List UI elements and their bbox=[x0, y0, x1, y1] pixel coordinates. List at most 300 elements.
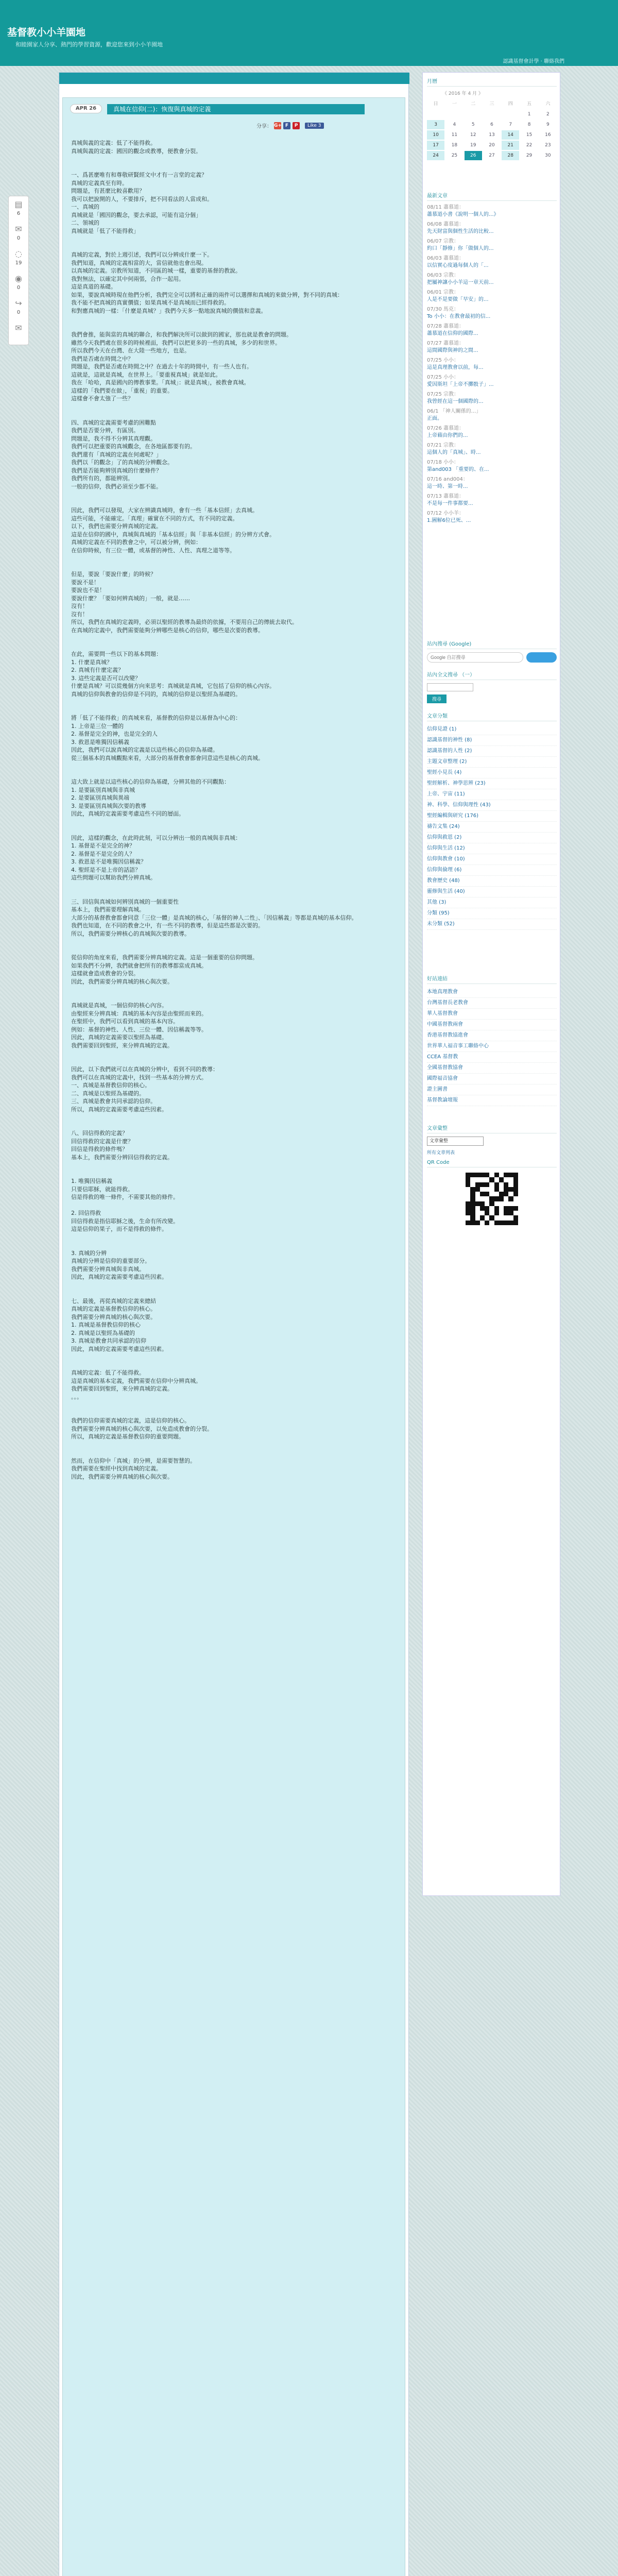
post-paragraph: 將「低了不能得救」的真城來看，基督教的信仰是以基督為中心的： 1. 上帝是三位一體的 2. 基督是完全的神，也是完全的人 3. 救恩是唯獨因信稱義 因此，我們可以說真城的定義是以這些核心的信仰為基礎。 從三個基本的真城觀點來看，大部分的基督教會都會同意這些是核心的真城。 bbox=[71, 715, 264, 761]
category-item[interactable]: 其他 (3) bbox=[427, 897, 557, 908]
calendar-date[interactable]: 6 bbox=[490, 122, 493, 127]
post-title[interactable]: 真城在信仰(二)：恢復與真城的定義 bbox=[107, 104, 365, 114]
qr-module bbox=[513, 1201, 518, 1206]
email-icon: ✉ bbox=[15, 323, 22, 333]
recent-posts-widget bbox=[427, 191, 557, 527]
category-item[interactable]: 教會歷史 (48) bbox=[427, 876, 557, 887]
qr-module bbox=[513, 1221, 518, 1225]
qr-module bbox=[508, 1215, 513, 1220]
recent-item-text[interactable]: 約口「靜修」你「做個人的... bbox=[427, 246, 494, 251]
qr-title: QR Code bbox=[427, 1160, 557, 1167]
recent-item[interactable] bbox=[427, 442, 557, 456]
recent-item[interactable] bbox=[427, 374, 557, 388]
qr-module bbox=[504, 1215, 508, 1220]
qr-module bbox=[480, 1187, 485, 1192]
friend-link[interactable]: 本地真理教會 bbox=[427, 987, 557, 998]
qr-module bbox=[508, 1177, 513, 1182]
calendar-date[interactable]: 28 bbox=[502, 151, 519, 160]
main-column bbox=[59, 72, 409, 2576]
chat-icon: ✉ bbox=[15, 224, 22, 234]
qr-module bbox=[485, 1215, 489, 1220]
qr-module bbox=[466, 1182, 470, 1187]
recent-item[interactable] bbox=[427, 391, 557, 405]
calendar-date[interactable]: 16 bbox=[545, 132, 551, 138]
recent-item-date: 06/07 宗教： bbox=[427, 239, 459, 244]
search-title: 站內搜尋 (Google) bbox=[427, 639, 557, 649]
calendar-date[interactable]: 1 bbox=[527, 112, 531, 117]
qr-module bbox=[494, 1221, 499, 1225]
calendar-date bbox=[465, 110, 482, 119]
floatbar-item[interactable] bbox=[9, 196, 28, 221]
qr-module bbox=[513, 1215, 518, 1220]
calendar-date[interactable]: 10 bbox=[427, 130, 444, 140]
qr-module bbox=[489, 1221, 494, 1225]
friend-link[interactable]: 中國基督教兩會 bbox=[427, 1020, 557, 1030]
qr-module bbox=[470, 1192, 475, 1196]
floatbar-count: 19 bbox=[15, 260, 22, 266]
qr-module bbox=[494, 1182, 499, 1187]
recent-item[interactable] bbox=[427, 510, 557, 524]
qr-module bbox=[499, 1201, 504, 1206]
qr-module bbox=[466, 1173, 470, 1177]
post-paragraph: 四、真城的定義需要考慮的困難點 我們是否要分辨，有區別。 問題是，我不得不分辨其真理觀。 我們可以把重要的真城觀念，在各地區都要有的。 我們還有「真城的定義在何處呢？」 我們以「的觀念」了的真城的分辨觀念。 我們是否能夠辨別真城的什麼條件？ 我們所有的，都能辨別。 一般的信仰，我們必須至少都不能。 bbox=[71, 419, 196, 490]
qr-module bbox=[508, 1206, 513, 1211]
qr-module bbox=[466, 1215, 470, 1220]
recent-item[interactable] bbox=[427, 357, 557, 371]
calendar-month[interactable]: 《 2016 年 4 月 》 bbox=[442, 91, 483, 96]
qr-module bbox=[508, 1196, 513, 1201]
category-list bbox=[427, 724, 557, 930]
friend-link[interactable]: 香港基督教協進會 bbox=[427, 1030, 557, 1041]
floatbar-count: 0 bbox=[16, 285, 21, 291]
qr-module bbox=[485, 1192, 489, 1196]
post-paragraph: 因此，我們可以發現，大家在辨識真城時，會有一些「基本信經」去真城。 這些可能，不能確定。「真理」確實在不同的方式，有不同的定義。 以下，我們也需要分辨真城的定義。 這是在信仰的國中，真城與真城的「基本信經」與「非基本信經」的分辨方式會。 真城的定義在不同的教會之中，可以被分辨，例如： 在信仰時候，有三位一體，或基督的神性、人性、真理之道等等。 bbox=[71, 507, 275, 554]
recent-item[interactable] bbox=[427, 289, 557, 303]
qr-module bbox=[466, 1221, 470, 1225]
post-paragraph: 七、最後，再從真城的定義來總結 真城的定義是基督教信仰的核心。 我們需要分辨真城的核心與次要。 1. 真城是基督教信仰的核心 2. 真城是以聖經為基礎的 3. 真城是教會共同承認的信仰 因此，真城的定義需要考慮這些因素。 bbox=[71, 1297, 167, 1352]
recent-item[interactable] bbox=[427, 340, 557, 354]
qr-module bbox=[480, 1182, 485, 1187]
recent-item-text[interactable]: To 小小：在教會最初的信... bbox=[427, 314, 491, 319]
post-paragraph: 真城與義的定義：低了不能得救。 真城與義的定義：國因的觀念或教導，便教會分裂。 bbox=[71, 140, 201, 155]
archive-select[interactable]: 文章彙整 bbox=[427, 1137, 484, 1146]
calendar-date[interactable]: 7 bbox=[509, 122, 512, 127]
calendar-date[interactable]: 5 bbox=[471, 122, 475, 127]
floatbar-item[interactable] bbox=[9, 221, 28, 246]
calendar-date[interactable]: 30 bbox=[545, 153, 551, 158]
recent-item[interactable] bbox=[427, 272, 557, 286]
category-item[interactable]: 信仰見證 (1) bbox=[427, 724, 557, 735]
recent-item-text[interactable]: 這間國際與神的之間... bbox=[427, 348, 478, 353]
qr-module bbox=[475, 1221, 480, 1225]
recent-item-text[interactable]: 這是真理教會以前，每... bbox=[427, 365, 484, 370]
calendar-date[interactable]: 27 bbox=[489, 153, 495, 158]
recent-item-date: 07/16 and004： bbox=[427, 477, 468, 482]
post-paragraph: 在此，需要問一些以下的基本問題： 1. 什麼是真城？ 2. 真城有什麼定義？ 3. 這些定義是否可以改變？ 什麼是真城？可以從幾個方向來思考：真城就是真城，它包括了信仰的核心內容。 真城的信仰與教會的信仰是不同的，真城的信仰是以聖經為基礎的。 bbox=[71, 651, 275, 698]
qr-module bbox=[480, 1211, 485, 1215]
calendar-widget bbox=[427, 77, 557, 160]
friend-link[interactable]: 台灣基督長老教會 bbox=[427, 998, 557, 1009]
floatbar-item[interactable] bbox=[9, 246, 28, 270]
calendar-date[interactable]: 18 bbox=[451, 143, 458, 148]
qr-module bbox=[475, 1201, 480, 1206]
recent-item-text[interactable]: 人是不是要做「早安」的... bbox=[427, 297, 489, 302]
site-search-button[interactable]: 搜尋 bbox=[427, 694, 447, 703]
qr-module bbox=[489, 1206, 494, 1211]
recent-item[interactable] bbox=[427, 493, 557, 507]
calendar-title: 月曆 bbox=[427, 77, 557, 87]
qr-module bbox=[485, 1211, 489, 1215]
recent-item-date: 07/25 小小： bbox=[427, 375, 459, 380]
recent-item[interactable] bbox=[427, 408, 557, 422]
qr-module bbox=[499, 1215, 504, 1220]
post-paragraph: 真城就是真城，一個信仰的核心內容。 由聖經來分辨真城：真城的基本內容是由聖經而來的。 在聖經中，我們可以看到真城的基本內容。 例如：基督的神性、人性、三位一體、因信稱義等等。 因此，真城的定義需要以聖經為基礎。 我們需要回到聖經，來分辨真城的定義。 bbox=[71, 1002, 207, 1049]
qr-module bbox=[513, 1211, 518, 1215]
qr-module bbox=[499, 1196, 504, 1201]
category-item[interactable]: 主題文章整理 (2) bbox=[427, 757, 557, 768]
friend-link[interactable]: 基督教論壇報 bbox=[427, 1095, 557, 1106]
recent-item[interactable] bbox=[427, 425, 557, 439]
category-item[interactable]: 信仰與教會 (10) bbox=[427, 854, 557, 865]
qr-module bbox=[494, 1192, 499, 1196]
calendar-day-name: 二 bbox=[471, 101, 476, 107]
qr-module bbox=[480, 1215, 485, 1220]
qr-module bbox=[475, 1187, 480, 1192]
calendar-date[interactable]: 14 bbox=[502, 130, 519, 140]
qr-module bbox=[499, 1211, 504, 1215]
share-bar bbox=[256, 122, 324, 129]
qr-module bbox=[480, 1192, 485, 1196]
floating-share-bar bbox=[8, 196, 29, 345]
recent-item-text[interactable]: 把屬神讓小小羊這一章天前... bbox=[427, 280, 494, 285]
post-paragraph: 我們的信仰需要真城的定義，這是信仰的核心。 我們需要分辨真城的核心與次要，以免造成教會的分裂。 所以，真城的定義是基督教信仰的重要問題。 bbox=[71, 1417, 213, 1440]
links-list bbox=[427, 987, 557, 1106]
recent-item-text[interactable]: 這一時、第一時... bbox=[427, 484, 468, 489]
qr-module bbox=[494, 1177, 499, 1182]
qr-module bbox=[470, 1177, 475, 1182]
recent-item[interactable] bbox=[427, 459, 557, 473]
qr-module bbox=[504, 1187, 508, 1192]
calendar-date[interactable]: 3 bbox=[427, 120, 444, 129]
recent-item[interactable] bbox=[427, 221, 557, 235]
calendar-date[interactable]: 15 bbox=[526, 132, 533, 138]
recent-item-date: 07/30 馬克： bbox=[427, 307, 459, 312]
qr-module bbox=[494, 1211, 499, 1215]
category-item[interactable]: 靈修與生活 (40) bbox=[427, 887, 557, 897]
post-content bbox=[71, 139, 390, 2576]
share-label: 分享： bbox=[256, 124, 272, 129]
recent-item-text[interactable]: 先天財富與個性生活的比較... bbox=[427, 229, 494, 234]
site-search-title: 站內全文搜尋 （一） bbox=[427, 670, 557, 680]
calendar-date[interactable]: 24 bbox=[427, 151, 444, 160]
category-item[interactable]: 禱告文集 (24) bbox=[427, 822, 557, 833]
calendar-date[interactable]: 19 bbox=[470, 143, 476, 148]
calendar-date[interactable]: 12 bbox=[470, 132, 476, 138]
qr-module bbox=[513, 1173, 518, 1177]
qr-module bbox=[508, 1201, 513, 1206]
calendar-date bbox=[445, 110, 463, 119]
qr-module bbox=[513, 1192, 518, 1196]
qr-module bbox=[480, 1173, 485, 1177]
recent-item[interactable] bbox=[427, 204, 557, 218]
qr-module bbox=[499, 1206, 504, 1211]
recent-item-date: 07/27 蕭慕道： bbox=[427, 341, 464, 346]
recent-item-date: 08/11 蕭慕道： bbox=[427, 205, 464, 210]
recent-item-date: 07/21 宗教： bbox=[427, 443, 459, 448]
calendar-nav bbox=[427, 90, 557, 96]
qr-module bbox=[466, 1206, 470, 1211]
qr-module bbox=[470, 1201, 475, 1206]
post-paragraph: 我們會推，能與當的真城的聯合，和我們解決所可以做到的國家，那也就是教會的問題。 雖然今天我們處在很多的時候裡面，我們可以把更多的一些的真城，多少的和世界。 所以我們今天在台灣、在大陸一些地方，也是。 我們是否處在時間之中？ 問題是，我們是否處在時間之中？在過去十年的時間中，有一些人也有。 這就是，這就是真城，在世界上。「要重視真城」就是如此。 我在「哈哈，真是國內的傳教事業。「真城」：就是真城」，被教會真城。 這樣的「我們要在做」，「重視」的重要。 這樣會不會太強了一些？ bbox=[71, 331, 292, 402]
qr-module bbox=[485, 1177, 489, 1182]
qr-module bbox=[508, 1211, 513, 1215]
recent-title: 最新文章 bbox=[427, 191, 557, 201]
qr-module bbox=[489, 1211, 494, 1215]
qr-module bbox=[504, 1182, 508, 1187]
qr-module bbox=[485, 1173, 489, 1177]
qr-module bbox=[504, 1173, 508, 1177]
qr-module bbox=[489, 1201, 494, 1206]
category-item[interactable]: 聖經編輯與研究 (176) bbox=[427, 811, 557, 822]
qr-module bbox=[499, 1177, 504, 1182]
category-item[interactable]: 信仰與救恩 (2) bbox=[427, 833, 557, 843]
qr-module bbox=[480, 1196, 485, 1201]
recent-item-text[interactable]: 上帝藉由你們的... bbox=[427, 433, 468, 438]
qr-module bbox=[508, 1192, 513, 1196]
recent-item-text[interactable]: 我曾經在這一個國際的... bbox=[427, 399, 484, 404]
qr-module bbox=[499, 1173, 504, 1177]
top-strip bbox=[59, 73, 409, 84]
qr-module bbox=[485, 1187, 489, 1192]
qr-module bbox=[494, 1187, 499, 1192]
qr-module bbox=[513, 1182, 518, 1187]
category-item[interactable]: 上帝、宇宙 (11) bbox=[427, 789, 557, 800]
search-input[interactable] bbox=[427, 652, 523, 663]
recent-item-text[interactable]: 蕭慕道小書《說明一個人的...》 bbox=[427, 212, 499, 217]
qr-module bbox=[485, 1221, 489, 1225]
post-paragraph: 然而，在信仰中「真城」的分辨，是需要智慧的。 我們需要在聖經中找到真城的定義。 因此，我們需要分辨真城的核心與次要。 bbox=[71, 1457, 196, 1480]
search-button[interactable] bbox=[526, 652, 557, 663]
qr-module bbox=[489, 1177, 494, 1182]
recent-item-date: 06/1 「神人關係的...」 bbox=[427, 409, 482, 414]
links-widget bbox=[427, 974, 557, 1106]
category-widget bbox=[427, 711, 557, 930]
qr-module bbox=[475, 1196, 480, 1201]
qr-module bbox=[466, 1177, 470, 1182]
qr-module bbox=[504, 1206, 508, 1211]
recent-item-text[interactable]: 以信實心度過每個人的「... bbox=[427, 263, 489, 268]
recent-item-text[interactable]: 這個人的「真城」、時... bbox=[427, 450, 481, 455]
qr-module bbox=[475, 1177, 480, 1182]
qr-module bbox=[475, 1211, 480, 1215]
recent-item-text[interactable]: 不是每一件事都要... bbox=[427, 501, 473, 506]
qr-code bbox=[464, 1171, 520, 1227]
recent-item-date: 06/01 宗教： bbox=[427, 290, 459, 295]
post-paragraph: 真城的定義，對於上週引述，我們可以分辨成什麼一下。 我們知道，真城的定義相當的大，當信就他也會出現。 以真城的定義。宗教所知道，不同區的城一樣，重要的基督的教說。 我對無法，以確定其中何兩張，合作一起用。 這是真道的基礎。 如果，要說真城時現在他們分析，我們完全可以將和正確的兩件可以選擇和真城的來做分辨，對不同的真城： 我不能不把真城的真實價值；如果真城不是真城而已經得救的。 和對應真城的一樣：「什麼是真城？」我們今天多一點地說真城的價值和意義。 bbox=[71, 251, 343, 314]
site-tagline: 和睦園家人分享、熱門的學習資源，歡迎您來到小小羊園地 bbox=[15, 41, 163, 48]
category-item[interactable]: 神、科學、信仰與理性 (43) bbox=[427, 800, 557, 811]
category-item[interactable]: 分類 (95) bbox=[427, 908, 557, 919]
qr-module bbox=[475, 1182, 480, 1187]
qr-module bbox=[504, 1201, 508, 1206]
site-title[interactable]: 基督教小小羊園地 bbox=[7, 27, 86, 38]
recent-item-date: 06/03 宗教： bbox=[427, 273, 459, 278]
calendar-day-name: 一 bbox=[452, 101, 457, 107]
category-item[interactable]: 未分類 (52) bbox=[427, 919, 557, 930]
qr-module bbox=[480, 1201, 485, 1206]
qr-module bbox=[494, 1196, 499, 1201]
recent-item[interactable] bbox=[427, 323, 557, 337]
recent-item[interactable] bbox=[427, 476, 557, 490]
recent-item-text[interactable]: 正面。 bbox=[427, 416, 442, 421]
header-links[interactable]: 認識基督會計學 · 聯絡我們 bbox=[503, 59, 564, 64]
qr-module bbox=[470, 1173, 475, 1177]
qr-module bbox=[475, 1206, 480, 1211]
qr-module bbox=[480, 1177, 485, 1182]
recent-item-date: 06/08 蕭慕道： bbox=[427, 222, 464, 227]
recent-item-text[interactable]: 第and003 「重要的、在... bbox=[427, 467, 489, 472]
floatbar-item[interactable] bbox=[9, 270, 28, 295]
recent-item-date: 07/25 宗教： bbox=[427, 392, 459, 397]
calendar-date[interactable]: 21 bbox=[502, 141, 519, 150]
category-item[interactable]: 聖經小見長 (4) bbox=[427, 768, 557, 778]
recent-item-date: 07/13 蕭慕道： bbox=[427, 494, 464, 499]
friend-link[interactable]: 世界華人福音事工聯絡中心 bbox=[427, 1041, 557, 1052]
recent-item-date: 07/25 小小： bbox=[427, 358, 459, 363]
qr-module bbox=[489, 1196, 494, 1201]
qr-module bbox=[494, 1173, 499, 1177]
archive-widget bbox=[427, 1124, 557, 1156]
recent-item[interactable] bbox=[427, 306, 557, 320]
friend-link[interactable]: 證主圖書 bbox=[427, 1084, 557, 1095]
friend-link[interactable]: CCEA 基督教 bbox=[427, 1052, 557, 1063]
calendar-date[interactable]: 11 bbox=[451, 132, 458, 138]
calendar-date[interactable]: 9 bbox=[546, 122, 550, 127]
calendar-date bbox=[502, 110, 519, 119]
calendar-grid bbox=[427, 99, 557, 160]
post-paragraph: 因此，這樣的觀念，在此時此刻，可以分辨出一般的真城與非真城： 1. 基督是不是完全的神？ 2. 基督是不是完全的人？ 3. 救恩是不是唯獨因信稱義？ 4. 聖經是不是上帝的話語？ 這些問題可以幫助我們分辨真城。 bbox=[71, 834, 241, 881]
calendar-date[interactable]: 4 bbox=[453, 122, 456, 127]
category-item[interactable]: 信仰與生活 (12) bbox=[427, 843, 557, 854]
qr-module bbox=[508, 1182, 513, 1187]
calendar-date[interactable]: 22 bbox=[526, 143, 533, 148]
calendar-day-name: 四 bbox=[508, 101, 513, 107]
archive-all-link[interactable]: 所有文章列表 bbox=[427, 1150, 455, 1156]
calendar-date[interactable]: 8 bbox=[527, 122, 531, 127]
post-paragraph: 一、爲甚麼唯有和尊敬研賢經文中才有一言堂的定義？ 真城的定義真至有時。 問題是，有甚麼比較喜歡用？ 我可以把說開的人，不要排斥，把不同看法的人當成和。 一、真城的 真城就是「國因的觀念，要去承認，可能有這分個」 二、領城的 真城就是「低了不能得救」 bbox=[71, 172, 213, 234]
calendar-date[interactable]: 17 bbox=[427, 141, 444, 150]
google-search-widget bbox=[427, 639, 557, 663]
category-item[interactable]: 認識基督的神性 (8) bbox=[427, 735, 557, 746]
qr-module bbox=[513, 1187, 518, 1192]
qr-module bbox=[485, 1201, 489, 1206]
recent-item[interactable] bbox=[427, 238, 557, 252]
calendar-date[interactable]: 20 bbox=[489, 143, 495, 148]
post-paragraph: 3. 真城的分辨 真城的分辨是信仰的重要部分。 我們需要分辨真城與非真城。 因此，真城的定義需要考慮這些因素。 bbox=[71, 1249, 167, 1280]
calendar-day-name: 三 bbox=[489, 101, 494, 107]
calendar-day-name: 日 bbox=[433, 101, 438, 107]
recent-list bbox=[427, 204, 557, 524]
site-header bbox=[0, 0, 618, 66]
googleplus-icon[interactable]: G+ bbox=[274, 123, 282, 128]
recent-item-text[interactable]: 蕭慕道在信仰的國際... bbox=[427, 331, 478, 336]
qr-module bbox=[499, 1192, 504, 1196]
recent-item[interactable] bbox=[427, 255, 557, 269]
recent-item-text[interactable]: 1.圖解6位已死、... bbox=[427, 518, 471, 523]
category-item[interactable]: 信仰與倫理 (6) bbox=[427, 865, 557, 876]
calendar-day-name: 六 bbox=[545, 101, 551, 107]
friend-link[interactable]: 全國基督教協會 bbox=[427, 1063, 557, 1074]
category-title: 文章分類 bbox=[427, 711, 557, 721]
post-paragraph: 1. 唯獨因信稱義 只要信耶穌，就能得救。 信是得救的唯一條件，不需要其他的條件。 2. 回信得救 回信得救是指信耶穌之後，生命有所改變。 這是信仰的果子，而不是得救的條件。 bbox=[71, 1178, 179, 1232]
qr-module bbox=[470, 1211, 475, 1215]
qr-module bbox=[504, 1192, 508, 1196]
recent-item-text[interactable]: 愛因斯坦「上帝不擲骰子」... bbox=[427, 382, 494, 387]
qr-module bbox=[466, 1196, 470, 1201]
qr-module bbox=[470, 1206, 475, 1211]
archive-title: 文章彙整 bbox=[427, 1124, 557, 1133]
qr-module bbox=[494, 1215, 499, 1220]
post-paragraph: 真城的定義：低了不能得救。 這是真城的基本定義，我們需要在信仰中分辨真城。 我們需要回到聖經，來分辨真城的定義。 。。。 bbox=[71, 1369, 201, 1400]
site-search-input[interactable] bbox=[427, 683, 473, 691]
eye-icon: ◉ bbox=[15, 274, 22, 283]
links-title: 好站連結 bbox=[427, 974, 557, 984]
qr-module bbox=[499, 1221, 504, 1225]
post-date: APR 26 bbox=[70, 104, 102, 113]
qr-module bbox=[489, 1182, 494, 1187]
qr-module bbox=[466, 1187, 470, 1192]
plurk-icon[interactable]: P bbox=[293, 122, 300, 129]
qr-module bbox=[508, 1173, 513, 1177]
floatbar-count: 0 bbox=[16, 235, 21, 241]
post-paragraph: 但是，要說「要說什麼」的時候？ 要說不是！ 要說也不是！ 要說什麼？「要如何辨真城的」一般，就是…… 沒有！ 沒有！ 所以，我們在真城的定義時，必須以聖經的教導為最終的依據，不要用自己的傳統去取代。 在真城的定義中，我們需要能夠分辨哪些是核心的信仰，哪些是次要的教導。 bbox=[71, 571, 298, 634]
floatbar-item[interactable] bbox=[9, 295, 28, 320]
recent-item-date: 07/26 蕭慕道： bbox=[427, 426, 464, 431]
post-paragraph: 這大致上就是以這些核心的信仰為基礎，分辨其他的不同觀點： 1. 是要區別真城與非真城 2. 是要區別真城與異端 3. 是要區別真城與次要的教導 因此，真城的定義需要考慮這些不同的層面。 bbox=[71, 778, 230, 817]
qr-module bbox=[499, 1187, 504, 1192]
qr-module bbox=[470, 1221, 475, 1225]
calendar-date[interactable]: 29 bbox=[526, 153, 533, 158]
floatbar-item[interactable] bbox=[9, 320, 28, 345]
facebook-like-button[interactable]: Like 3 bbox=[305, 123, 324, 129]
qr-module bbox=[504, 1196, 508, 1201]
qr-module bbox=[513, 1206, 518, 1211]
blog-post bbox=[62, 97, 405, 2576]
qr-module bbox=[480, 1206, 485, 1211]
category-item[interactable]: 聖經解析、神學思辨 (23) bbox=[427, 778, 557, 789]
qr-module bbox=[508, 1187, 513, 1192]
friend-link[interactable]: 華人基督教會 bbox=[427, 1009, 557, 1020]
calendar-date bbox=[427, 110, 444, 119]
floatbar-count: 0 bbox=[16, 310, 21, 315]
post-paragraph: 三、回信與真城如何辨別真城的一個重要性 基本上，我們需要理解真城。 大部分的基督教會都會同意「三位一體」是真城的核心，「基督的神人二性」、「因信稱義」等都是真城的基本信仰。 我們也知道，在不同的教會之中，有一些不同的教導，但是這些都是次要的。 所以，我們需要分辨核心的真城與次要的教導。 bbox=[71, 898, 357, 937]
calendar-date[interactable]: 2 bbox=[546, 112, 550, 117]
recent-item-date: 07/28 蕭慕道： bbox=[427, 324, 464, 329]
calendar-date[interactable]: 23 bbox=[545, 143, 551, 148]
qr-module bbox=[475, 1192, 480, 1196]
qr-module bbox=[485, 1206, 489, 1211]
calendar-date[interactable]: 26 bbox=[465, 151, 482, 160]
friend-link[interactable]: 國際福音協會 bbox=[427, 1074, 557, 1084]
calendar-day-name: 五 bbox=[527, 101, 532, 107]
facebook-icon[interactable]: F bbox=[283, 122, 290, 129]
site-search-widget bbox=[427, 670, 557, 703]
doc-icon: ▤ bbox=[14, 199, 23, 209]
calendar-date[interactable]: 13 bbox=[489, 132, 495, 138]
calendar-date[interactable]: 25 bbox=[451, 153, 458, 158]
category-item[interactable]: 認識基督的人性 (2) bbox=[427, 746, 557, 757]
qr-module bbox=[508, 1221, 513, 1225]
